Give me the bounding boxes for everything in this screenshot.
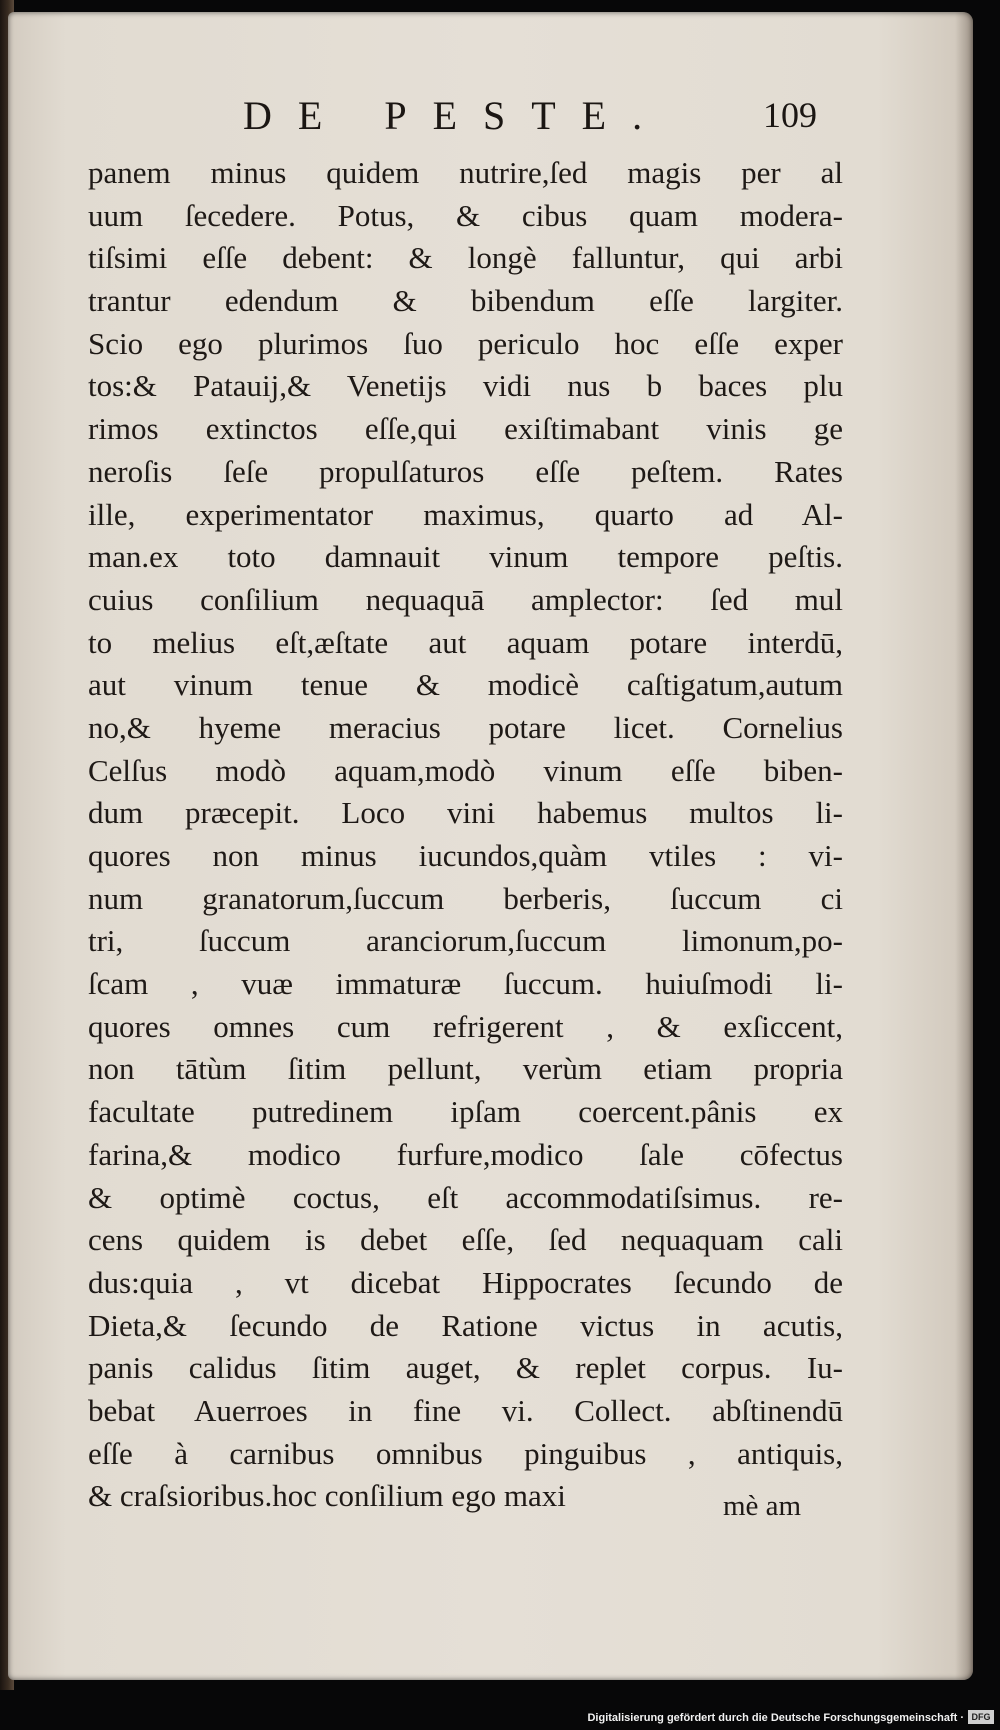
text-line: ille, experimentator maximus, quarto ad Al- bbox=[88, 496, 843, 532]
text-line: rimos extinctos eſſe,qui exiſtimabant vinis ge bbox=[88, 411, 843, 447]
text-line: tiſsimi eſſe debent: & longè falluntur, qui arbi bbox=[88, 240, 843, 276]
text-line: Celſus modò aquam,modò vinum eſſe biben- bbox=[88, 752, 843, 788]
text-line: no,& hyeme meracius potare licet. Cornelius bbox=[88, 709, 843, 745]
text-line: cuius conſilium nequaquā amplector: ſed mul bbox=[88, 581, 843, 617]
text-line: Dieta,& ſecundo de Ratione victus in acutis, bbox=[88, 1307, 843, 1343]
text-line: to melius eſt,æſtate aut aquam potare interdū, bbox=[88, 624, 843, 660]
text-line: quores non minus iucundos,quàm vtiles : vi- bbox=[88, 838, 843, 873]
text-line: bebat Auerroes in fine vi. Collect. abſtinendū bbox=[88, 1392, 843, 1428]
text-line: quores omnes cum refrigerent , & exſiccent, bbox=[88, 1008, 843, 1044]
text-line: & optimè coctus, eſt accommodatiſsimus. re- bbox=[88, 1179, 843, 1215]
text-line: eſſe à carnibus omnibus pinguibus , antiquis, bbox=[88, 1435, 843, 1471]
page-number: 109 bbox=[763, 95, 817, 135]
text-line: facultate putredinem ipſam coercent.pânis ex bbox=[88, 1094, 843, 1130]
text-line: trantur edendum & bibendum eſſe largiter. bbox=[88, 283, 843, 319]
text-line: panem minus quidem nutrire,ſed magis per al bbox=[88, 155, 843, 190]
text-line: cens quidem is debet eſſe, ſed nequaquam cali bbox=[88, 1222, 843, 1258]
text-line: aut vinum tenue & modicè caſtigatum,autum bbox=[88, 667, 843, 703]
text-line: farina,& modico furfure,modico ſale cōfectus bbox=[88, 1136, 843, 1172]
text-line: tos:& Patauij,& Venetijs vidi nus b baces plu bbox=[88, 368, 843, 404]
body-text bbox=[88, 152, 843, 1518]
running-head-title: DE PESTE. bbox=[243, 93, 669, 138]
text-line: & craſsioribus.hoc conſilium ego maxi bbox=[88, 1478, 566, 1514]
text-line: Scio ego plurimos ſuo periculo hoc eſſe exper bbox=[88, 325, 843, 361]
digitization-credit: Digitalisierung gefördert durch die Deutsche Forschungsgemeinschaft · bbox=[587, 1712, 964, 1724]
text-line: dum præcepit. Loco vini habemus multos li- bbox=[88, 795, 843, 831]
book-page bbox=[8, 12, 973, 1680]
text-line: uum ſecedere. Potus, & cibus quam modera- bbox=[88, 197, 843, 233]
text-line: man.ex toto damnauit vinum tempore peſtis. bbox=[88, 539, 843, 575]
dfg-logo: DFG bbox=[968, 1710, 994, 1724]
running-head bbox=[8, 82, 973, 142]
catchword: mè am bbox=[723, 1490, 802, 1522]
text-line: tri, ſuccum aranciorum,ſuccum limonum,po- bbox=[88, 923, 843, 959]
text-line: non tātùm ſitim pellunt, verùm etiam propria bbox=[88, 1051, 843, 1087]
text-line: neroſis ſeſe propulſaturos eſſe peſtem. Rates bbox=[88, 453, 843, 489]
text-line: ſcam , vuæ immaturæ ſuccum. huiuſmodi li- bbox=[88, 966, 843, 1002]
text-line: num granatorum,ſuccum berberis, ſuccum ci bbox=[88, 880, 843, 916]
text-line: dus:quia , vt dicebat Hippocrates ſecundo de bbox=[88, 1264, 843, 1300]
text-line: panis calidus ſitim auget, & replet corpus. Iu- bbox=[88, 1350, 843, 1386]
